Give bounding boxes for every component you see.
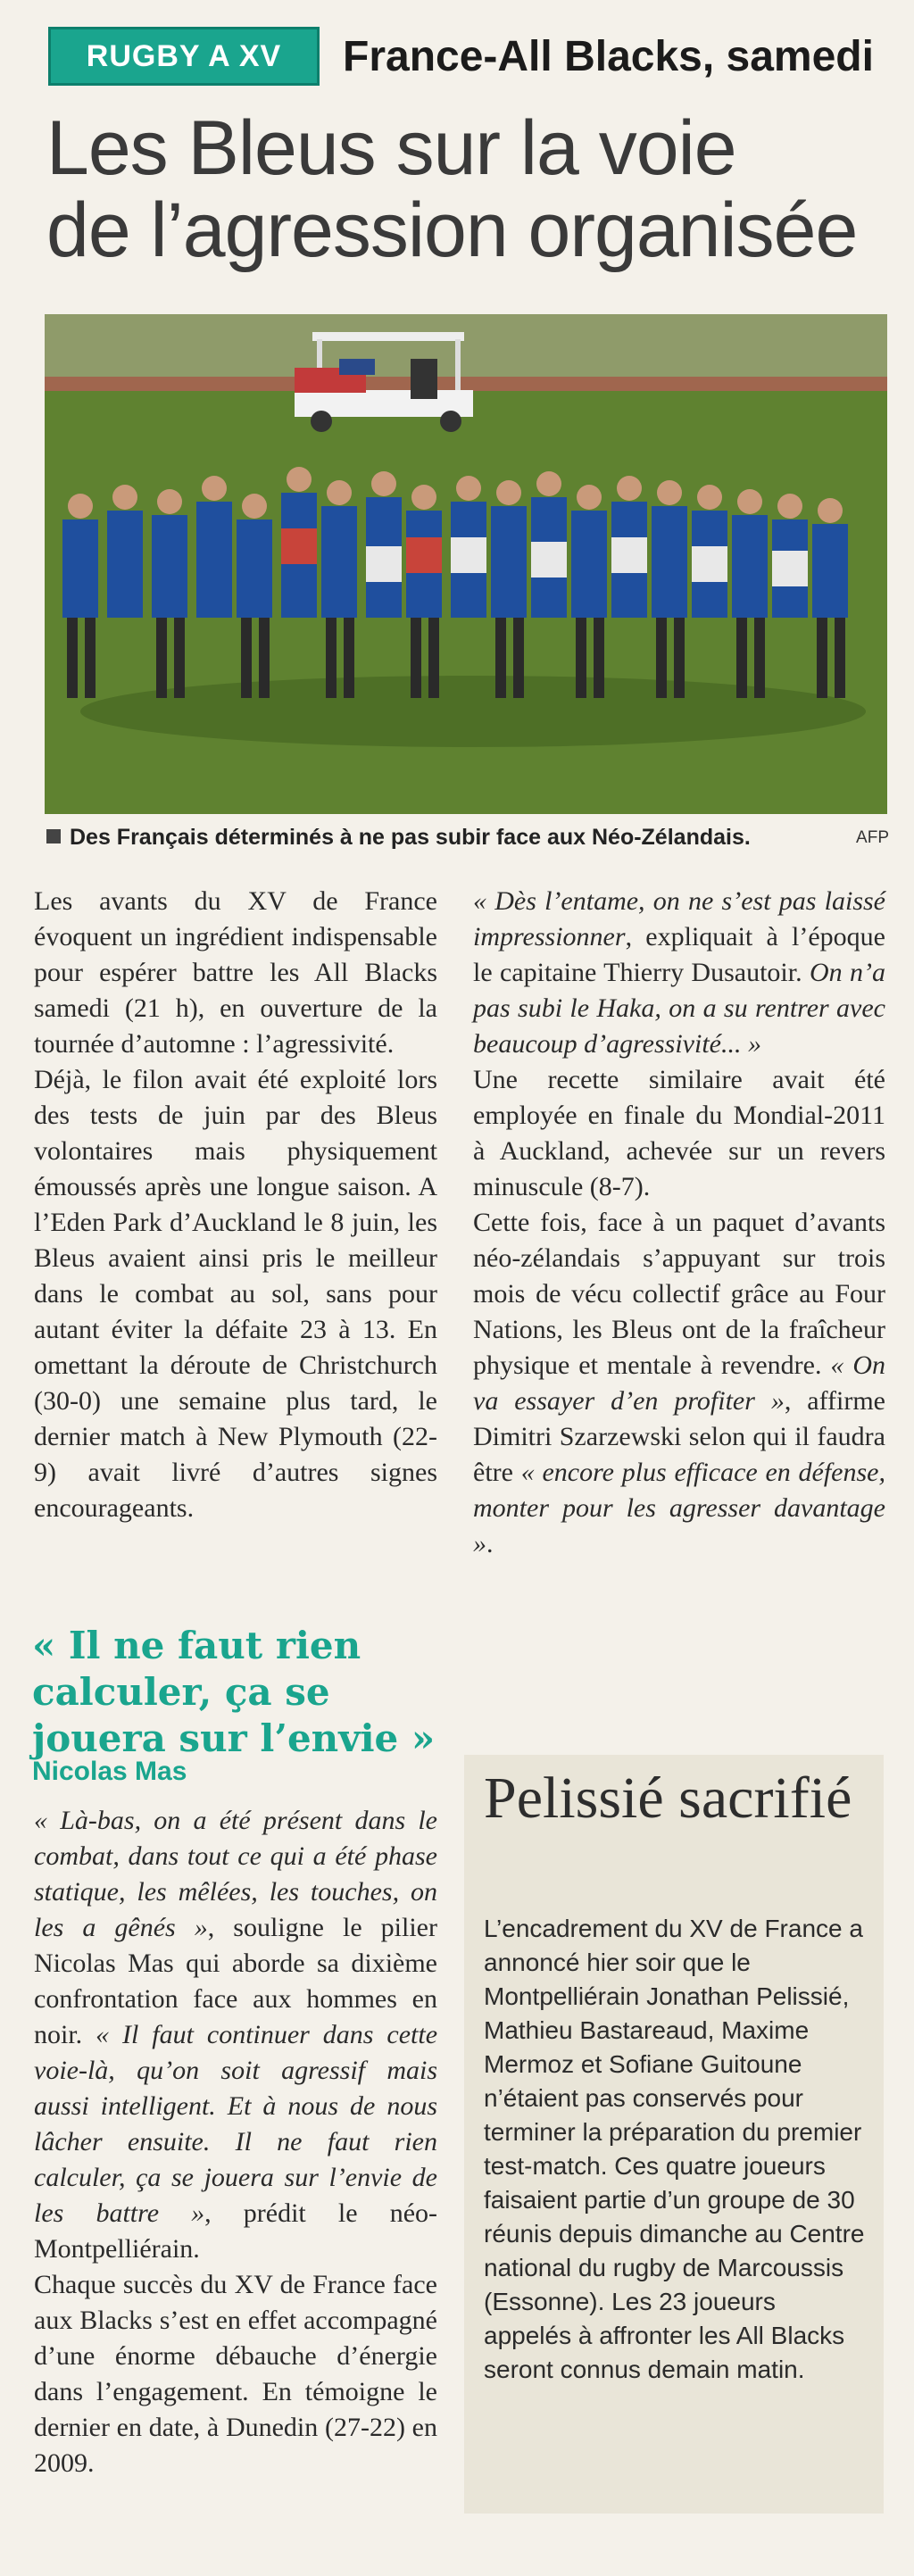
quote-dusautoir-1: « Dès l’entame, on ne s’est pas laissé impressionner bbox=[473, 886, 885, 951]
sidebar-text: L’encadrement du XV de France a annoncé hier soir que le Montpelliérain Jonathan Pelissié, Mathieu Bastareaud, Maxime Mermoz et Sofiane Guitoune n’étaient pas conservés pour terminer la préparation du premier test-match. Ces quatre joueurs faisaient partie d’un groupe de 30 réunis depuis dimanche au Centre national du rugby de Marcoussis (Essonne). Les 23 joueurs appelés à affronter les All Blacks seront connus demain matin. bbox=[484, 1915, 865, 2383]
headline-line-2: de l’agression organisée bbox=[46, 187, 858, 273]
paragraph-3-end: , prédit le néo-Montpelliérain. bbox=[34, 2198, 438, 2264]
headline-line-1: Les Bleus sur la voie bbox=[46, 105, 736, 191]
paragraph-4-continued bbox=[473, 884, 885, 1062]
quote-szarzewski-2: « encore plus efficace en défense, monter pour les agresser davantage » bbox=[473, 1458, 885, 1558]
paragraph-6-mid: , affirme Dimitri Szarzewski selon qui il faudra être bbox=[473, 1386, 885, 1487]
quote-dusautoir-2: On n’a pas subi le Haka, on a su rentrer avec beaucoup d’agressivité... » bbox=[473, 958, 885, 1059]
section-kicker: RUGBY A XV bbox=[48, 27, 320, 86]
header-row bbox=[48, 25, 914, 93]
quote-mas-1: « Là-bas, on a été présent dans le combat, dans tout ce qui a été phase statique, les mêlées, les touches, on les a gênés » bbox=[34, 1806, 437, 1942]
paragraph-3-text: , souligne le pilier Nicolas Mas qui aborde sa dixième confrontation face aux hommes en noir. bbox=[34, 1913, 437, 2049]
article-column-1-continued bbox=[34, 1803, 437, 2481]
sidebar-title: Pelissié sacrifié bbox=[484, 1766, 852, 1831]
paragraph-6-end: . bbox=[486, 1529, 494, 1558]
team-huddle-photo bbox=[45, 314, 887, 814]
paragraph-4: Chaque succès du XV de France face aux Blacks s’est en effet accompagné d’une énorme débauche d’énergie dans l’engagement. En témoigne le dernier en date, à Dunedin (27-22) en 2009. bbox=[34, 2270, 437, 2478]
paragraph-1: Les avants du XV de France évoquent un ingrédient indispensable pour espérer battre les All Blacks samedi (21 h), en ouverture de la tournée d’automne : l’agressivité. bbox=[34, 886, 437, 1059]
paragraph-5: Une recette similaire avait été employée en finale du Mondial-2011 à Auckland, achevée sur un revers minuscule (8-7). bbox=[473, 1065, 885, 1201]
paragraph-3 bbox=[34, 1803, 437, 2267]
article-column-1 bbox=[34, 884, 437, 1526]
paragraph-6 bbox=[473, 1205, 885, 1562]
article-column-2 bbox=[473, 884, 885, 1562]
photo-caption bbox=[46, 825, 889, 860]
subheadline: France-All Blacks, samedi bbox=[343, 33, 874, 80]
photo-illustration bbox=[45, 314, 887, 814]
paragraph-4-mid: , expliquait à l’époque le capitaine Thierry Dusautoir. bbox=[473, 922, 885, 987]
caption-text: Des Français déterminés à ne pas subir face aux Néo-Zélandais. bbox=[70, 825, 751, 850]
caption-square-icon bbox=[46, 829, 61, 843]
quote-mas-2: « Il faut continuer dans cette voie-là, qu’on soit agressif mais aussi intelligent. Et à nous de nous lâcher ensuite. Il ne faut rien calculer, ça se jouera sur l’envie de les battre » bbox=[34, 2020, 438, 2228]
pull-quote: « Il ne faut rien calculer, ça se jouera sur l’envie » bbox=[32, 1624, 436, 1760]
photo-credit: AFP bbox=[856, 828, 889, 847]
headline bbox=[46, 107, 903, 271]
quote-szarzewski-1: « On va essayer d’en profiter » bbox=[473, 1350, 885, 1416]
paragraph-6-text: Cette fois, face à un paquet d’avants néo-zélandais s’appuyant sur trois mois de vécu collectif grâce au Four Nations, les Bleus ont de la fraîcheur physique et mentale à revendre. bbox=[473, 1208, 885, 1380]
pull-quote-author: Nicolas Mas bbox=[32, 1757, 187, 1786]
paragraph-2: Déjà, le filon avait été exploité lors des tests de juin par des Bleus volontaires mais physiquement émoussés après une longue saison. A l’Eden Park d’Auckland le 8 juin, les Bleus avaient ainsi pris le meilleur dans le combat au sol, sans pour autant éviter la défaite 23 à 13. En omettant la déroute de Christchurch (30-0) une semaine plus tard, le dernier match à New Plymouth (22-9) avait livré d’autres signes encourageants. bbox=[34, 1065, 437, 1523]
sidebar-box bbox=[464, 1755, 884, 2514]
